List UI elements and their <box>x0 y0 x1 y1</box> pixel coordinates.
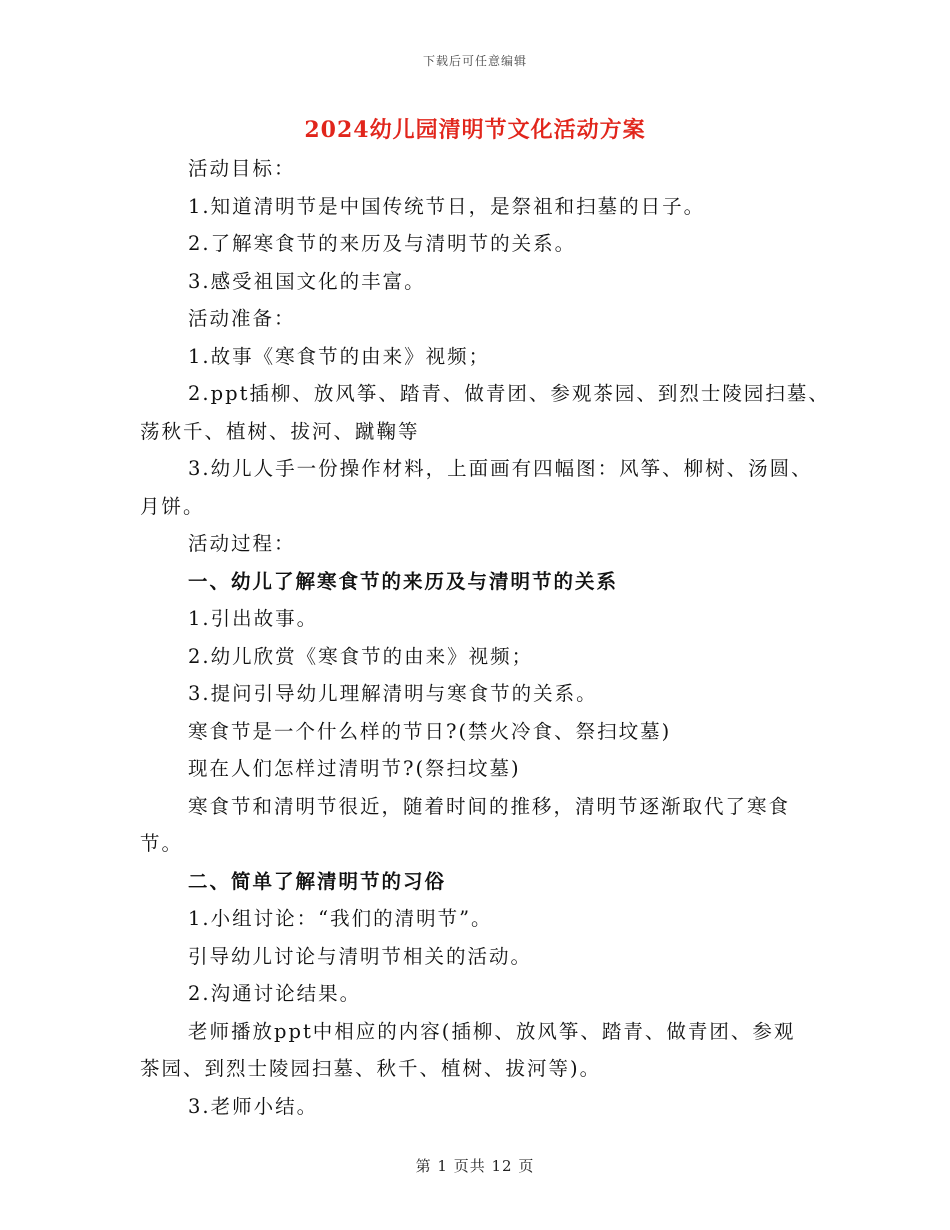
teacher-ppt-line-2: 茶园、到烈士陵园扫墓、秋千、植树、拔河等)。 <box>140 1057 602 1080</box>
process-1-item-2: 2.幼儿欣赏《寒食节的由来》视频； <box>188 644 534 668</box>
document-title: 2024幼儿园清明节文化活动方案 <box>304 117 646 143</box>
question-2: 现在人们怎样过清明节?(祭扫坟墓) <box>188 757 521 780</box>
teacher-ppt-line-1: 老师播放ppt中相应的内容(插柳、放风筝、踏青、做青团、参观 <box>188 1019 796 1043</box>
section-label-goals: 活动目标： <box>188 157 296 180</box>
summary-line-1: 寒食节和清明节很近，随着时间的推移，清明节逐渐取代了寒食 <box>188 794 791 818</box>
prep-item-2-line-1: 2.ppt插柳、放风筝、踏青、做青团、参观茶园、到烈士陵园扫墓、 <box>188 382 830 405</box>
goal-item-1: 1.知道清明节是中国传统节日，是祭祖和扫墓的日子。 <box>188 194 706 218</box>
process-1-item-1: 1.引出故事。 <box>188 607 319 630</box>
question-1: 寒食节是一个什么样的节日?(禁火冷食、祭扫坟墓) <box>188 719 672 743</box>
process-heading-2: 二、简单了解清明节的习俗 <box>188 869 447 893</box>
page-footer: 第 1 页共 12 页 <box>415 1157 535 1175</box>
prep-item-2-line-2: 荡秋千、植树、拔河、蹴鞠等 <box>140 419 420 443</box>
summary-line-2: 节。 <box>140 832 184 855</box>
process-2-item-3: 3.老师小结。 <box>188 1094 319 1118</box>
process-2-item-1: 1.小组讨论：“我们的清明节”。 <box>188 907 493 930</box>
section-label-process: 活动过程： <box>188 532 296 555</box>
process-heading-1: 一、幼儿了解寒食节的来历及与清明节的关系 <box>188 569 619 593</box>
process-2-item-2: 2.沟通讨论结果。 <box>188 982 362 1005</box>
prep-item-1: 1.故事《寒食节的由来》视频； <box>188 344 491 368</box>
goal-item-2: 2.了解寒食节的来历及与清明节的关系。 <box>188 232 577 255</box>
process-2-guide: 引导幼儿讨论与清明节相关的活动。 <box>188 944 533 968</box>
goal-item-3: 3.感受祖国文化的丰富。 <box>188 269 426 293</box>
process-1-item-3: 3.提问引导幼儿理解清明与寒食节的关系。 <box>188 682 598 705</box>
document-body <box>140 150 830 1125</box>
prep-item-3-line-1: 3.幼儿人手一份操作材料，上面画有四幅图：风筝、柳树、汤圆、 <box>188 457 813 480</box>
prep-item-3-line-2: 月饼。 <box>140 494 205 518</box>
page-header: 下载后可任意编辑 <box>422 54 527 68</box>
section-label-preparation: 活动准备： <box>188 307 296 330</box>
